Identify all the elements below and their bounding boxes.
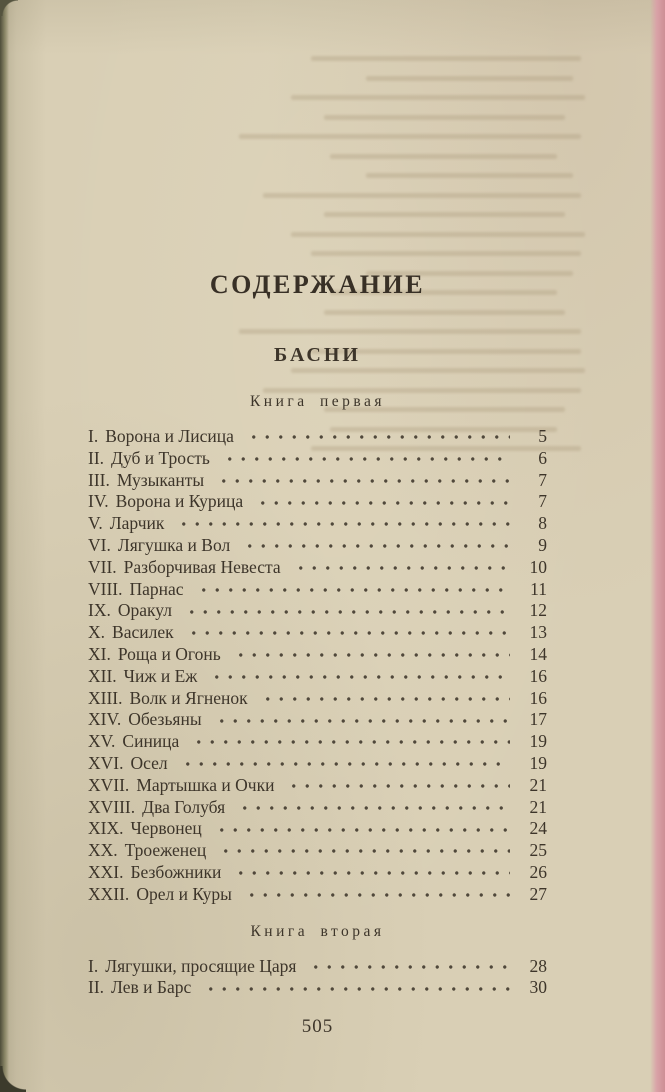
toc-entry-number: XI. [88, 643, 111, 664]
scan-corner-bottom-left [0, 1066, 26, 1092]
toc-entry-title: Роща и Огонь [117, 643, 221, 664]
toc-entry-number: XVI. [88, 752, 124, 773]
dot-leader [243, 884, 510, 906]
toc-entry-number: XXI. [88, 861, 124, 882]
toc-entry-title: Чиж и Еж [123, 665, 198, 686]
toc-content [88, 0, 547, 1038]
toc-entry-page: 16 [529, 665, 547, 686]
toc-entry-page: 17 [529, 709, 547, 730]
toc-entry-number: VII. [88, 556, 117, 577]
scan-left-edge [0, 0, 9, 1092]
toc-entry [88, 818, 547, 840]
dot-leader [307, 956, 510, 978]
toc-entry [88, 753, 547, 775]
dot-leader [183, 600, 510, 622]
toc-entry [88, 775, 547, 797]
toc-entry-page: 19 [529, 731, 547, 752]
toc-entry-page: 30 [529, 977, 547, 998]
toc-entry-page: 25 [529, 840, 547, 861]
toc-entry [88, 644, 547, 666]
toc-entry-number: III. [88, 469, 110, 490]
toc-entry [88, 622, 547, 644]
toc-entry-number: XVIII. [88, 796, 136, 817]
scan-corner-top-left [0, 0, 18, 16]
toc-entry-title: Лягушка и Вол [117, 534, 231, 555]
toc-book-one [88, 426, 547, 906]
toc-entry-title: Синица [122, 731, 180, 752]
dot-leader [195, 579, 510, 601]
dot-leader [245, 426, 510, 448]
toc-entry-page: 24 [529, 818, 547, 839]
toc-entry-title: Червонец [130, 818, 202, 839]
dot-leader [190, 731, 510, 753]
toc-entry-number: XV. [88, 731, 116, 752]
toc-entry-number: I. [88, 955, 99, 976]
toc-entry-title: Троеженец [124, 840, 207, 861]
toc-entry [88, 448, 547, 470]
toc-entry-page: 21 [529, 774, 547, 795]
toc-entry [88, 797, 547, 819]
toc-entry-number: I. [88, 426, 99, 446]
toc-entry [88, 884, 547, 906]
dot-leader [232, 862, 510, 884]
toc-entry-title: Ворона и Курица [115, 491, 244, 512]
toc-entry-page: 6 [538, 447, 547, 468]
toc-entry [88, 579, 547, 601]
dot-leader [259, 688, 510, 710]
toc-entry-number: IV. [88, 491, 109, 512]
toc-entry-page: 16 [529, 687, 547, 708]
toc-entry-title: Осел [130, 752, 168, 773]
toc-entry-number: XX. [88, 840, 118, 861]
toc-entry-number: VIII. [88, 578, 123, 599]
toc-entry [88, 470, 547, 492]
toc-entry-page: 27 [529, 883, 547, 904]
toc-entry-title: Лягушки, просящие Царя [105, 955, 297, 976]
toc-entry-number: II. [88, 977, 105, 998]
toc-entry-number: VI. [88, 534, 111, 555]
toc-entry-title: Орел и Куры [136, 883, 232, 904]
toc-entry-title: Ларчик [109, 513, 165, 534]
toc-entry-page: 12 [529, 600, 547, 621]
toc-entry-title: Мартышка и Очки [136, 774, 275, 795]
toc-entry [88, 426, 547, 448]
toc-entry-number: XIX. [88, 818, 124, 839]
dot-leader [175, 513, 510, 535]
toc-entry [88, 956, 547, 978]
toc-entry [88, 557, 547, 579]
toc-entry-title: Обезьяны [128, 709, 202, 730]
toc-entry-page: 5 [538, 426, 547, 446]
dot-leader [213, 818, 510, 840]
dot-leader [254, 491, 510, 513]
toc-entry-title: Василек [112, 622, 174, 643]
dot-leader [213, 709, 510, 731]
dot-leader [236, 797, 510, 819]
toc-entry [88, 977, 547, 999]
dot-leader [185, 622, 510, 644]
toc-entry [88, 513, 547, 535]
folio-page-number: 505 [301, 1016, 334, 1038]
toc-entry-page: 19 [529, 752, 547, 773]
toc-entry [88, 840, 547, 862]
dot-leader [179, 753, 510, 775]
toc-entry [88, 535, 547, 557]
toc-entry-page: 7 [538, 469, 547, 490]
toc-entry-title: Дуб и Трость [111, 447, 210, 468]
book-one-heading: Книга первая [249, 393, 386, 410]
toc-entry-title: Волк и Ягненок [129, 687, 248, 708]
toc-entry-title: Разборчивая Невеста [123, 556, 281, 577]
toc-entry-page: 28 [529, 955, 547, 976]
toc-entry-number: IX. [88, 600, 111, 621]
toc-entry [88, 491, 547, 513]
dot-leader [232, 644, 510, 666]
toc-entry [88, 666, 547, 688]
toc-entry-number: XXII. [88, 883, 130, 904]
dot-leader [292, 557, 510, 579]
dot-leader [202, 977, 510, 999]
dot-leader [217, 840, 510, 862]
toc-entry-number: XIV. [88, 709, 122, 730]
toc-entry [88, 688, 547, 710]
dot-leader [215, 470, 510, 492]
toc-entry [88, 709, 547, 731]
toc-entry-page: 8 [538, 513, 547, 534]
dot-leader [241, 535, 510, 557]
toc-entry-number: XVII. [88, 774, 130, 795]
toc-book-two [88, 956, 547, 1000]
toc-entry [88, 862, 547, 884]
book-two-heading: Книга вторая [250, 922, 385, 940]
toc-entry-title: Безбожники [130, 861, 222, 882]
toc-entry-number: XII. [88, 665, 117, 686]
toc-entry-page: 7 [538, 491, 547, 512]
page-title: СОДЕРЖАНИЕ [209, 270, 426, 299]
dot-leader [208, 666, 510, 688]
dot-leader [285, 775, 510, 797]
toc-entry-title: Музыканты [116, 469, 205, 490]
toc-entry-title: Оракул [117, 600, 172, 621]
toc-entry-title: Ворона и Лисица [105, 426, 234, 446]
scan-right-edge-pink-strip [650, 0, 665, 1092]
toc-entry-title: Парнас [129, 578, 184, 599]
section-heading: БАСНИ [274, 344, 361, 366]
toc-entry-number: V. [88, 513, 103, 534]
toc-entry-page: 11 [530, 578, 547, 599]
toc-entry-number: X. [88, 622, 106, 643]
toc-entry-page: 10 [529, 556, 547, 577]
toc-entry-title: Лев и Барс [111, 977, 192, 998]
toc-entry-title: Два Голубя [142, 796, 226, 817]
toc-entry [88, 731, 547, 753]
toc-entry-page: 21 [529, 796, 547, 817]
toc-entry-page: 26 [529, 861, 547, 882]
toc-entry-page: 13 [529, 622, 547, 643]
toc-entry-number: XIII. [88, 687, 123, 708]
toc-entry-number: II. [88, 447, 105, 468]
toc-entry [88, 600, 547, 622]
dot-leader [221, 448, 510, 470]
toc-entry-page: 14 [529, 643, 547, 664]
toc-entry-page: 9 [538, 534, 547, 555]
